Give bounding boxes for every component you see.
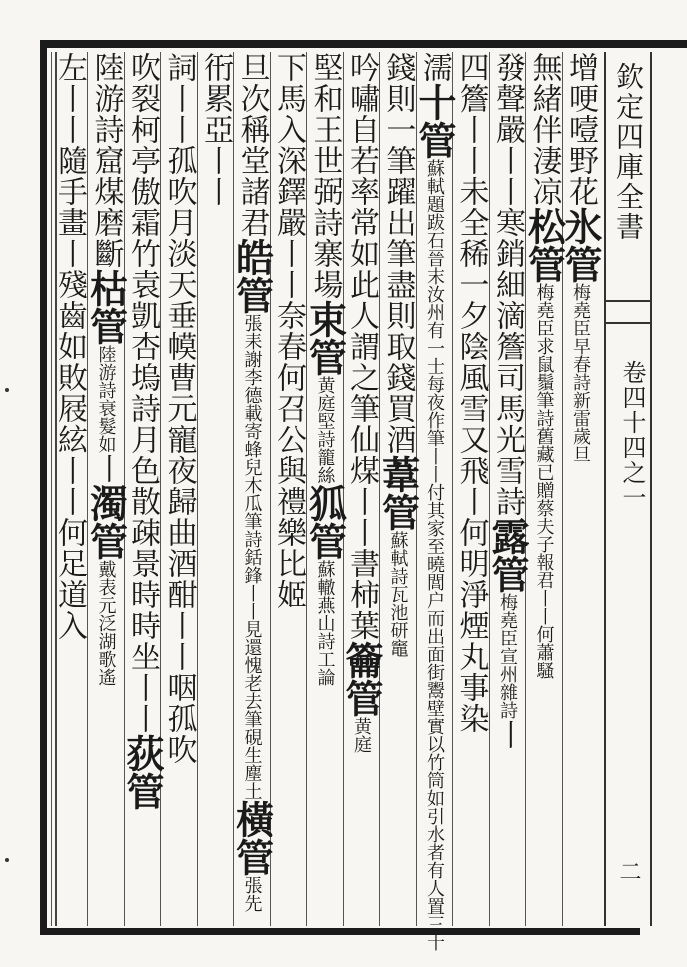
- text-column: [521, 52, 567, 926]
- headword: 氷管: [558, 207, 603, 283]
- text-column: [485, 52, 530, 926]
- body-text: 堅和王世弼詩寨場: [307, 52, 343, 300]
- headword: 葦管: [375, 455, 421, 531]
- headword: 枯管: [83, 269, 129, 345]
- body-text: 丨: [490, 719, 525, 750]
- headword: 濁管: [83, 484, 129, 560]
- text-column: [558, 52, 603, 926]
- annotation: 梅堯臣求鼠鬚筆詩舊藏已贈蔡夫子報君丨丨何蕭騷: [533, 283, 555, 679]
- body-text: 詞丨丨孤吹月淡天垂幙曹元寵夜歸曲酒酣丨丨咽孤吹: [161, 52, 197, 765]
- book-title: 欽定四庫全書: [612, 62, 645, 242]
- annotation: 蘇轍燕山詩工論: [314, 560, 336, 686]
- center-strip-rule: [650, 52, 652, 926]
- body-text: 丨: [88, 453, 124, 484]
- text-column: [271, 52, 306, 926]
- text-column: [453, 52, 488, 926]
- text-column: [52, 52, 87, 926]
- margin-dot: [5, 858, 9, 862]
- annotation: 陸游詩衰髮如: [95, 345, 117, 453]
- headword: 束管: [302, 300, 348, 376]
- volume-label: 卷四十四之一: [618, 360, 646, 510]
- annotation: 張耒謝李德載寄蜂兒木瓜筆詩銛鋒丨丨見還愧老去筆硯生塵土: [241, 314, 263, 800]
- headword: 皓管: [229, 238, 275, 314]
- headword: 十管: [412, 83, 457, 159]
- frame-top-border: [40, 40, 687, 48]
- headword: 松管: [521, 207, 567, 283]
- body-text: 左丨丨隨手畫丨殘齒如敗屐絃丨丨何足道入: [52, 52, 87, 641]
- margin-dot: [5, 388, 9, 392]
- text-column: [120, 52, 165, 926]
- text-column: [302, 52, 348, 926]
- text-column: [339, 52, 384, 926]
- headword: 籥管: [339, 641, 384, 717]
- annotation: 戴表元泛湖歌遙: [95, 560, 117, 686]
- text-column: [412, 52, 457, 951]
- headword: 荻管: [120, 734, 165, 810]
- body-text: 濡: [417, 52, 452, 83]
- body-text: 吟嘯自若率常如此人謂之筆仙煤丨丨書柿葉: [344, 52, 379, 641]
- annotation: 黄庭: [351, 717, 372, 753]
- body-text: 四簷丨丨未全稀一夕陰風雪又飛丨何明淨煙丸事染: [453, 52, 489, 734]
- text-column: [375, 52, 421, 926]
- annotation: 梅堯臣宣州雜詩: [497, 593, 518, 719]
- body-text: 吹裂柯亭傲霜竹袁凱杏塢詩月色散疎景時時坐丨丨: [125, 52, 160, 734]
- annotation: 張先: [241, 876, 263, 912]
- text-column: [83, 52, 129, 926]
- annotation: 梅堯臣早春詩新雷歲旦: [570, 283, 591, 463]
- body-text: 增哽噎野花: [563, 52, 598, 207]
- annotation: 蘇軾詩瓦池研竈: [387, 531, 409, 657]
- fishtail-ornament: [606, 300, 650, 324]
- text-column: [229, 52, 275, 926]
- body-text: 無緒伴淒凉: [526, 52, 562, 207]
- body-text: 旦次稱堂諸君: [234, 52, 270, 238]
- headword: 橫管: [229, 800, 275, 876]
- text-column: [161, 52, 196, 926]
- text-column: [198, 52, 233, 926]
- body-text: 發聲嚴丨丨寒銷細滴簷司馬光雪詩: [490, 52, 525, 517]
- page-number: 二: [616, 860, 641, 882]
- annotation: 蘇軾題跋石晉末汝州有一士每夜作筆丨丨付其家至曉閭户而出面街鬻壁實以竹筒如引水者有人置三十: [424, 159, 445, 951]
- body-text: 錢則一筆躍出筆盡則取錢買酒: [380, 52, 416, 455]
- annotation: 黄庭堅詩籠絲: [314, 376, 336, 484]
- frame-left-border: [40, 40, 47, 935]
- body-text: 下馬入深鐸嚴丨丨奈春何召公與禮樂比姬: [271, 52, 306, 610]
- headword: 狐管: [302, 484, 348, 560]
- body-text: 陸游詩窟煤磨斷: [88, 52, 124, 269]
- body-text: 衎累亞丨丨: [198, 52, 233, 207]
- headword: 露管: [485, 517, 530, 593]
- frame-bottom-border: [40, 928, 640, 935]
